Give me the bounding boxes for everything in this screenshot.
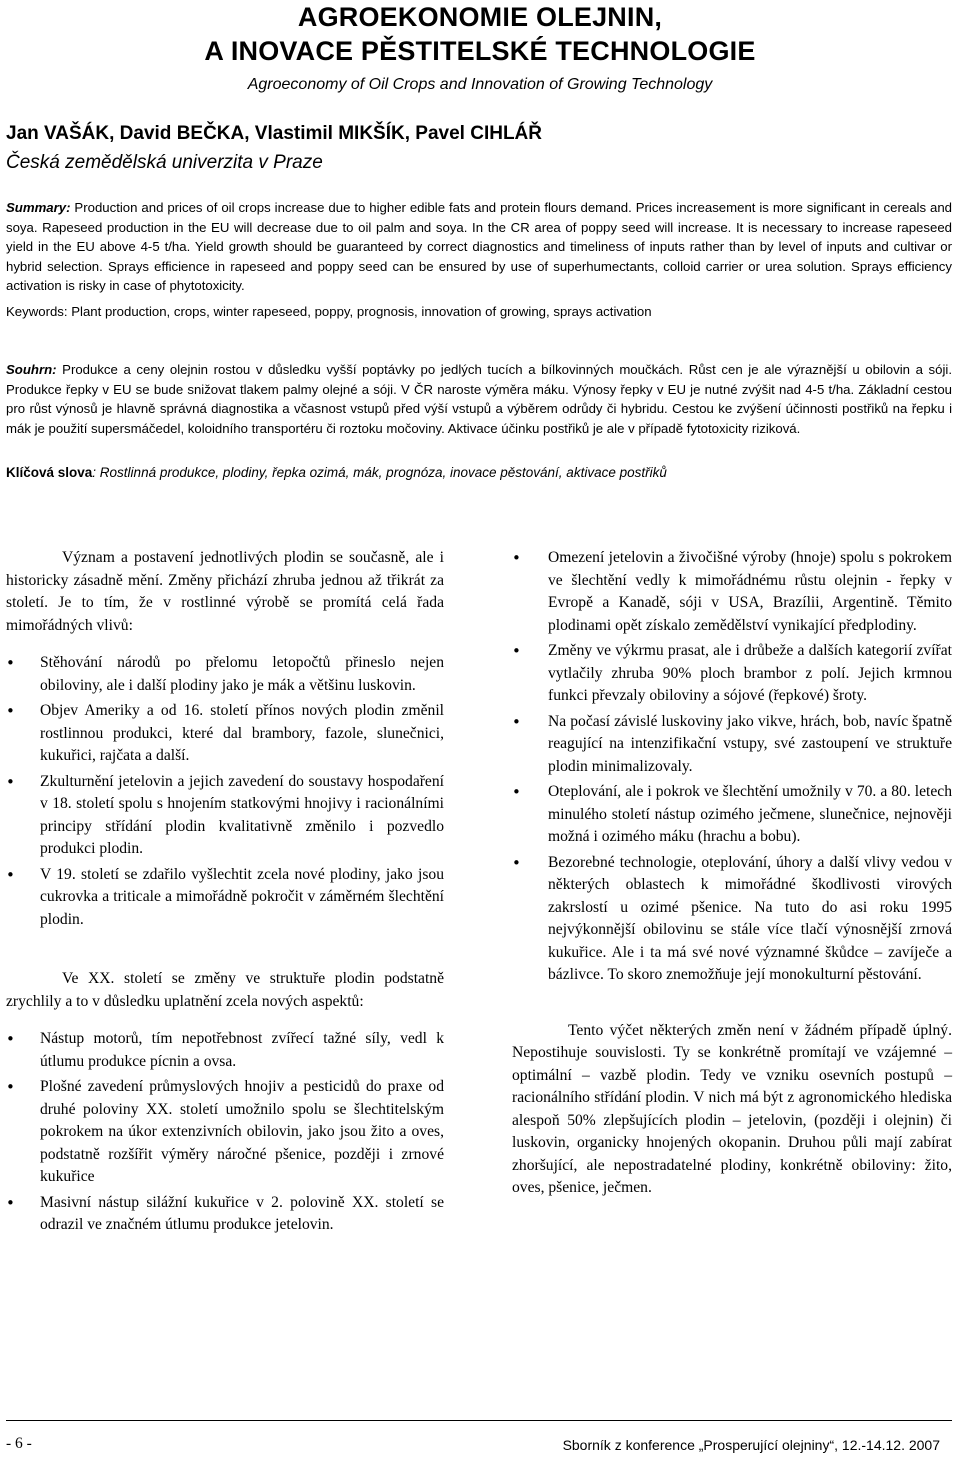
- list-item: • Změny ve výkrmu prasat, ale i drůbeže a dalších kategorií zvířat vytlačily zhruba 90% ploch brambor z polí. Jejich krmnou funkci převzaly obiloviny a sójové (řepkové) šroty.: [512, 640, 952, 708]
- paper-title: [0, 0, 960, 68]
- left-second-paragraph: Ve XX. století se změny ve struktuře plodin podstatně zrychlily a to v důsledku uplatnění zcela nových aspektů:: [6, 970, 444, 1010]
- list-item: • Bezorebné technologie, oteplování, úhory a další vlivy vedou v některých oblastech k mimořádné škodlivosti virových zakrslostí u ozimé pšenice. Na tuto do asi roku 1995 nejvýkonnější obilovinu se stále více tlačí výnosnější zrnová kukuřice. Ale i ta má své nové významné škůdce – zavíječe a bázlivce. To skoro znemožňuje její monokulturní pěstování.: [512, 852, 952, 987]
- proceedings-reference: Sborník z konference „Prosperující olejniny“, 12.-14.12. 2007: [562, 1437, 940, 1453]
- list-item: • Objev Ameriky a od 16. století přínos nových plodin změnil rostlinnou produkci, které dal brambory, fazole, slunečnici, kukuřici, rajčata a další.: [6, 700, 444, 768]
- list-item: • Nástup motorů, tím nepotřebnost zvířecí tažné síly, vedl k útlumu produkce pícnin a ovsa.: [6, 1028, 444, 1073]
- footer-divider: [6, 1420, 952, 1421]
- left-column: [6, 547, 444, 1237]
- authors: Jan VAŠÁK, David BEČKA, Vlastimil MIKŠÍK, Pavel CIHLÁŘ: [6, 123, 542, 144]
- title-line-1: AGROEKONOMIE OLEJNIN,: [297, 2, 663, 32]
- list-item: • Na počasí závislé luskoviny jako vikve, hrách, bob, navíc špatně reagující na intenzifikační vstupy, své zastoupení ve struktuře plodin minimalizovaly.: [512, 711, 952, 779]
- summary-text: Production and prices of oil crops increase due to higher edible fats and protein flours demand. Prices increasement is more significant in cereals and soya. Rapeseed production in the EU will decrease due to oil palm and soya. In the CR area of poppy seed will increase. It is necessary to increase rapeseed yield in the EU above 4-5 t/ha. Yield growth should be guaranteed by correct diagnostics and timeliness of inputs rather than by level of inputs and cultivar or hybrid selection. Sprays efficience in rapeseed and poppy seed can be ensured by use of superhumectants, colloid carrier or urea solution. Sprays efficiency activation is risky in case of phytotoxicity.: [6, 200, 952, 293]
- souhrn-text: Produkce a ceny olejnin rostou v důsledku vyšší poptávky po jedlých tucích a bílkovinných moučkách. Růst cen je ale výraznější u obilovin a sóji. Produkce řepky v EU se bude snižovat tlakem palmy olejné a sóji. V ČR naroste výměra máku. Výnosy řepky v EU je nutné zvýšit nad 4-5 t/ha. Základní cestou pro růst výnosů je hlavně správná diagnostika a včasnost vstupů před výší vstupů a výběrem odrůdy či hybridu. Cestou ke zvýšení účinnosti postřiků na řepku i mák je použití supersmáčedel, koloidního transportéru či roztoku močoviny. Aktivace účinku postřiků je ale v případě fytotoxicity riziková.: [6, 362, 952, 436]
- right-closing-paragraph: Tento výčet některých změn není v žádném případě úplný. Nepostihuje souvislosti. Ty se konkrétně promítají ve vzájemné – optimální – vazbě plodin. Tedy ve vzniku osevních postupů – racionálního střídání plodin. V nich má být z agronomického hlediska alespoň 50% zlepšujících plodin – jetelovin, (později i olejnin) či luskovin, organicky hnojených okopanin. Druhou půli mají zabírat zhoršující, ale nepostradatelné plodiny, konkrétně obiloviny: žito, oves, pšenice, ječmen.: [512, 1021, 952, 1196]
- left-intro-paragraph: Význam a postavení jednotlivých plodin se současně, ale i historicky zásadně mění. Změny přichází zhruba jednou až třikrát za století. Je to tím, že v rostlinné výrobě se promítá celá řada mimořádných vlivů:: [6, 549, 444, 634]
- list-item: • Zkulturnění jetelovin a jejich zavedení do soustavy hospodaření v 18. století spolu s hnojením statkovými hnojivy i racionálními principy střídání plodin kvalitativně změnilo i pozvedlo produkci plodin.: [6, 771, 444, 861]
- affiliation: Česká zemědělská univerzita v Praze: [6, 152, 323, 173]
- klicova-label: Klíčová slova: [6, 465, 93, 480]
- souhrn-label: Souhrn:: [6, 362, 57, 377]
- list-item: • Oteplování, ale i pokrok ve šlechtění umožnily v 70. a 80. letech minulého století nástup ozimého ječmene, slunečnice, nejnověji možná i ozimého máku (hrachu a bobu).: [512, 781, 952, 849]
- list-item: • Stěhování národů po přelomu letopočtů přineslo nejen obiloviny, ale i další plodiny jako je mák a většinu luskovin.: [6, 652, 444, 697]
- changes-bullet-list: [512, 547, 952, 987]
- keywords-czech: [6, 463, 952, 483]
- list-item: • Masivní nástup silážní kukuřice v 2. polovině XX. století se odrazil ve značném útlumu produkce jetelovin.: [6, 1192, 444, 1237]
- right-column: [512, 547, 952, 1200]
- list-item: • V 19. století se zdařilo vyšlechtit zcela nové plodiny, jako jsou cukrovka a triticale a mimořádně pokročit v záměrném šlechtění plodin.: [6, 864, 444, 932]
- twentieth-century-bullet-list: [6, 1028, 444, 1237]
- title-line-2: A INOVACE PĚSTITELSKÉ TECHNOLOGIE: [204, 36, 756, 66]
- summary-label: Summary:: [6, 200, 71, 215]
- history-bullet-list: [6, 652, 444, 931]
- list-item: • Omezení jetelovin a živočišné výroby (hnoje) spolu s pokrokem ve šlechtění vedly k mimořádnému růstu olejnin - řepky v Evropě a Kanadě, sóji v USA, Brazílii, Argentině. Těmito plodinami opět získalo zemědělství vynikající předplodiny.: [512, 547, 952, 637]
- keywords-english: Keywords: Plant production, crops, winter rapeseed, poppy, prognosis, innovation of growing, sprays activation: [6, 304, 652, 319]
- souhrn-abstract: [6, 360, 952, 438]
- page-number: - 6 -: [6, 1435, 32, 1452]
- summary-abstract: [6, 198, 952, 296]
- list-item: • Plošné zavedení průmyslových hnojiv a pesticidů do praxe od druhé poloviny XX. století umožnilo spolu se šlechtitelským pokrokem na úkor extenzivních obilovin, jako jsou žito a oves, podstatně rozšířit výměry náročné pšenice, později i zrnové kukuřice: [6, 1076, 444, 1189]
- klicova-text: : Rostlinná produkce, plodiny, řepka ozimá, mák, prognóza, inovace pěstování, aktivace postřiků: [92, 465, 667, 480]
- english-subtitle: Agroeconomy of Oil Crops and Innovation of Growing Technology: [247, 76, 713, 93]
